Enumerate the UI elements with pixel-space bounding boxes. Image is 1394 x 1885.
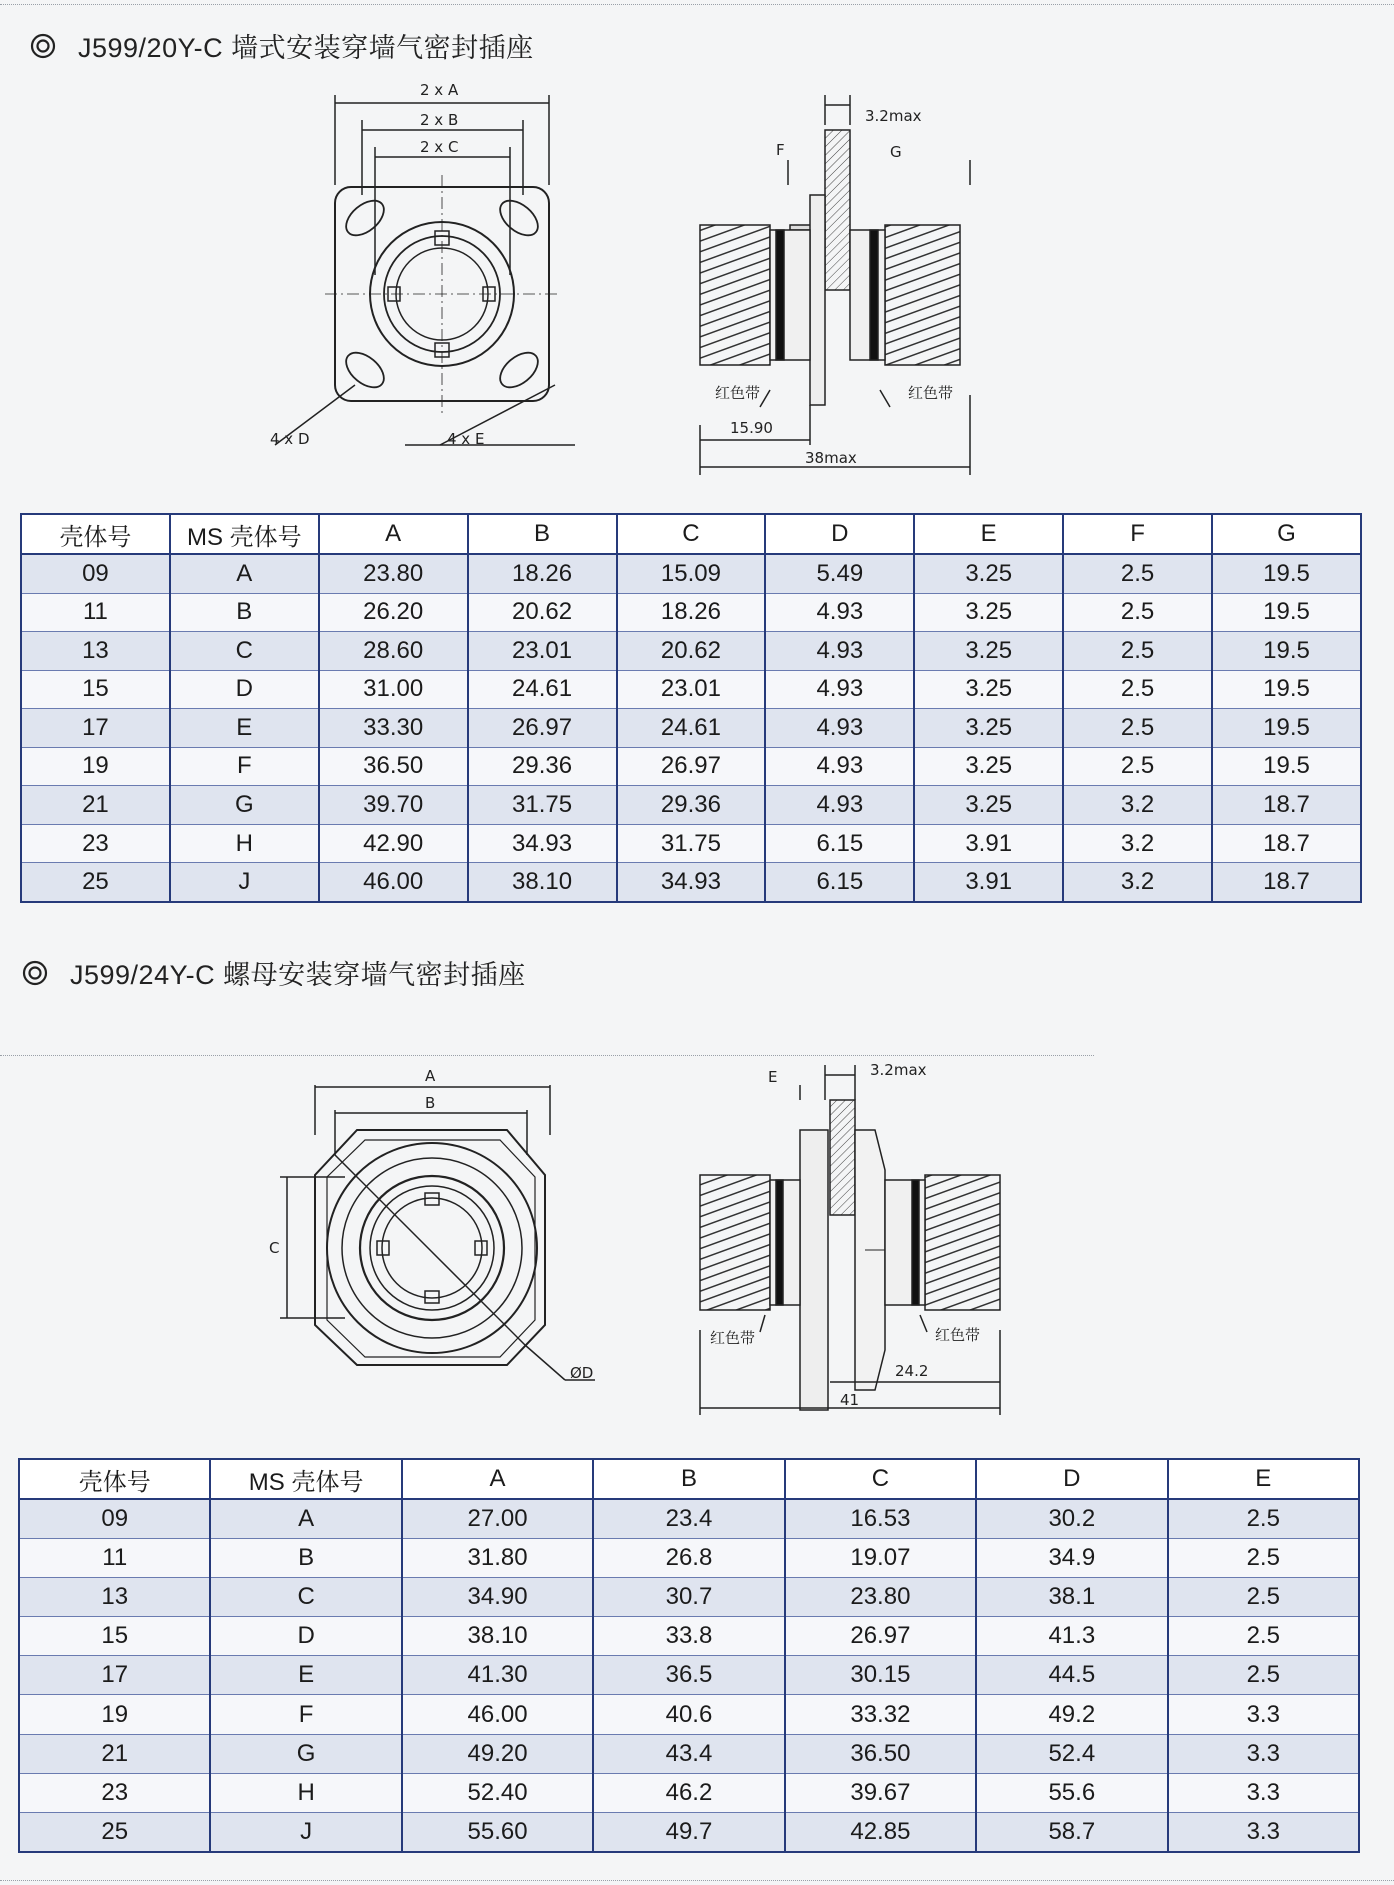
table-cell: 52.4 [976,1734,1167,1773]
table-cell: 28.60 [319,632,468,671]
table-cell: 17 [21,709,170,748]
table-cell: 11 [19,1539,210,1578]
table-cell: 4.93 [765,670,914,709]
table-cell: 30.7 [593,1578,784,1617]
dim-15.90: 15.90 [730,419,773,437]
table-cell: 23.80 [319,554,468,593]
table-cell: 2.5 [1168,1656,1359,1695]
dim-OD: ØD [570,1364,594,1382]
red-band-right-label: 红色带 [935,1326,981,1344]
table-cell: 18.7 [1212,786,1361,825]
table-cell: 2.5 [1063,632,1212,671]
section1-front-view-drawing [255,75,585,465]
table-cell: 19.5 [1212,670,1361,709]
table-cell: 34.90 [402,1578,593,1617]
double-circle-bullet-icon [30,33,56,59]
table-cell: 4.93 [765,632,914,671]
table-cell: 13 [19,1578,210,1617]
table-cell: 29.36 [468,747,617,786]
red-band-right-label: 红色带 [908,384,954,402]
table-cell: A [170,554,319,593]
table-cell: J [170,863,319,902]
table-cell: 36.5 [593,1656,784,1695]
column-header: D [765,514,914,554]
table-cell: 18.7 [1212,824,1361,863]
table-cell: 42.85 [785,1812,976,1852]
section1-title: J599/20Y-C 墙式安装穿墙气密封插座 [78,33,534,63]
table-cell: 23 [19,1773,210,1812]
table-cell: 4.93 [765,593,914,632]
table-cell: 2.5 [1063,554,1212,593]
table-cell: 2.5 [1063,670,1212,709]
table-cell: 3.3 [1168,1734,1359,1773]
column-header: E [1168,1459,1359,1499]
table-cell: 26.20 [319,593,468,632]
table-cell: 25 [21,863,170,902]
table-cell: 3.3 [1168,1695,1359,1734]
column-header: B [593,1459,784,1499]
table-cell: 31.80 [402,1539,593,1578]
table-row [21,593,1361,632]
dim-B: B [425,1094,436,1112]
dim-2xB: 2 x B [420,111,459,129]
table-row [19,1656,1359,1695]
dim-24.2: 24.2 [895,1362,929,1380]
table-cell: 26.97 [617,747,766,786]
table-cell: 26.97 [468,709,617,748]
table-cell: H [210,1773,401,1812]
table-row [21,824,1361,863]
table-cell: 19 [21,747,170,786]
table-cell: 23.4 [593,1499,784,1539]
dim-F: F [776,141,785,159]
table-cell: 18.7 [1212,863,1361,902]
column-header: 壳体号 [19,1459,210,1499]
table-cell: 13 [21,632,170,671]
table-cell: 27.00 [402,1499,593,1539]
table-row [21,554,1361,593]
table-header-row [21,514,1361,554]
table-cell: 3.2 [1063,863,1212,902]
section2-side-view-drawing [690,1060,1010,1430]
table-cell: 41.3 [976,1617,1167,1656]
table-row [19,1539,1359,1578]
table-cell: 11 [21,593,170,632]
table-cell: 21 [19,1734,210,1773]
table-cell: 18.26 [468,554,617,593]
table-row [19,1812,1359,1852]
table-cell: F [170,747,319,786]
section2-title: J599/24Y-C 螺母安装穿墙气密封插座 [70,960,526,990]
table-row [19,1734,1359,1773]
table-cell: 3.2 [1063,824,1212,863]
table-cell: G [210,1734,401,1773]
column-header: D [976,1459,1167,1499]
table-cell: 42.90 [319,824,468,863]
column-header: MS 壳体号 [210,1459,401,1499]
table-cell: F [210,1695,401,1734]
table-cell: 26.97 [785,1617,976,1656]
section2-front-view-drawing [265,1065,605,1395]
table-cell: 58.7 [976,1812,1167,1852]
dim-3.2max: 3.2max [870,1061,927,1079]
table-cell: G [170,786,319,825]
table-cell: 3.25 [914,747,1063,786]
dim-G: G [890,143,902,161]
table-cell: 40.6 [593,1695,784,1734]
table-cell: 15 [19,1617,210,1656]
column-header: B [468,514,617,554]
table-cell: 20.62 [468,593,617,632]
table-cell: 33.32 [785,1695,976,1734]
table-cell: 6.15 [765,824,914,863]
dim-4xE: 4 x E [447,430,485,448]
table-cell: 2.5 [1168,1539,1359,1578]
table-cell: E [170,709,319,748]
section1-side-view-drawing [690,95,980,485]
top-dotted-rule [0,4,1394,5]
table-row [19,1773,1359,1812]
table-cell: 3.25 [914,593,1063,632]
table-cell: 09 [19,1499,210,1539]
table-cell: 31.75 [617,824,766,863]
table-cell: 26.8 [593,1539,784,1578]
table-cell: 2.5 [1063,747,1212,786]
table-cell: 55.6 [976,1773,1167,1812]
table-cell: C [210,1578,401,1617]
table-cell: 3.3 [1168,1773,1359,1812]
column-header: G [1212,514,1361,554]
table-cell: 49.7 [593,1812,784,1852]
section2-title-row [22,953,526,992]
table-cell: 19.5 [1212,747,1361,786]
table-cell: 4.93 [765,786,914,825]
table-cell: 18.26 [617,593,766,632]
table-cell: 31.75 [468,786,617,825]
column-header: C [785,1459,976,1499]
table-cell: 2.5 [1168,1499,1359,1539]
table-cell: 19.5 [1212,593,1361,632]
bottom-dotted-rule [0,1880,1394,1881]
table-cell: 38.1 [976,1578,1167,1617]
table-row [19,1617,1359,1656]
table-cell: 46.2 [593,1773,784,1812]
red-band-left-label: 红色带 [710,1329,756,1347]
table-row [21,632,1361,671]
table-cell: 3.3 [1168,1812,1359,1852]
table-cell: 43.4 [593,1734,784,1773]
column-header: MS 壳体号 [170,514,319,554]
table-cell: 2.5 [1063,593,1212,632]
table-cell: D [170,670,319,709]
table-cell: 38.10 [468,863,617,902]
column-header: 壳体号 [21,514,170,554]
table-cell: E [210,1656,401,1695]
table-cell: 3.2 [1063,786,1212,825]
table-cell: 2.5 [1168,1578,1359,1617]
table-cell: B [210,1539,401,1578]
table-row [19,1695,1359,1734]
table-cell: 23.01 [617,670,766,709]
dim-C: C [269,1239,280,1257]
table-cell: 2.5 [1063,709,1212,748]
table-cell: 3.91 [914,824,1063,863]
mid-dotted-rule [0,1055,1094,1056]
table-cell: 49.2 [976,1695,1167,1734]
table-cell: D [210,1617,401,1656]
column-header: A [402,1459,593,1499]
section1-title-row [30,26,534,65]
table-row [21,709,1361,748]
column-header: A [319,514,468,554]
table-cell: 30.15 [785,1656,976,1695]
table-row [21,786,1361,825]
table-cell: A [210,1499,401,1539]
table-cell: 55.60 [402,1812,593,1852]
table-cell: 39.67 [785,1773,976,1812]
table-cell: 3.91 [914,863,1063,902]
table-cell: B [170,593,319,632]
table-cell: J [210,1812,401,1852]
table-cell: 19.5 [1212,632,1361,671]
table-cell: 33.8 [593,1617,784,1656]
column-header: E [914,514,1063,554]
column-header: F [1063,514,1212,554]
table-cell: 3.25 [914,670,1063,709]
table-cell: 3.25 [914,554,1063,593]
table-cell: 4.93 [765,709,914,748]
table-cell: 39.70 [319,786,468,825]
table-cell: 16.53 [785,1499,976,1539]
table-row [19,1499,1359,1539]
dim-2xA: 2 x A [420,81,459,99]
table-cell: 52.40 [402,1773,593,1812]
table-cell: 23.80 [785,1578,976,1617]
table-cell: 3.25 [914,709,1063,748]
dim-A: A [425,1067,436,1085]
dim-4xD: 4 x D [270,430,310,448]
table-cell: 20.62 [617,632,766,671]
table-cell: 38.10 [402,1617,593,1656]
table-row [21,670,1361,709]
table-cell: 33.30 [319,709,468,748]
table-cell: 46.00 [319,863,468,902]
column-header: C [617,514,766,554]
table-cell: 24.61 [617,709,766,748]
table-cell: 15.09 [617,554,766,593]
red-band-left-label: 红色带 [715,384,761,402]
table-row [21,747,1361,786]
table-cell: 23 [21,824,170,863]
table-cell: 5.49 [765,554,914,593]
table-cell: 17 [19,1656,210,1695]
table-cell: 30.2 [976,1499,1167,1539]
table-cell: 34.93 [468,824,617,863]
dim-41: 41 [840,1391,860,1409]
table-header-row [19,1459,1359,1499]
table-cell: C [170,632,319,671]
dim-38max: 38max [805,449,857,467]
table-cell: 09 [21,554,170,593]
table-cell: 25 [19,1812,210,1852]
table-cell: 3.25 [914,786,1063,825]
dim-E: E [768,1068,778,1086]
table-cell: 44.5 [976,1656,1167,1695]
table-cell: 49.20 [402,1734,593,1773]
table-cell: 31.00 [319,670,468,709]
table-cell: 24.61 [468,670,617,709]
table-cell: 19.5 [1212,554,1361,593]
table-cell: 36.50 [785,1734,976,1773]
table-cell: H [170,824,319,863]
table-row [19,1578,1359,1617]
dim-3.2max: 3.2max [865,107,922,125]
table-cell: 23.01 [468,632,617,671]
table-cell: 4.93 [765,747,914,786]
table-cell: 3.25 [914,632,1063,671]
double-circle-bullet-icon [22,960,48,986]
table-cell: 36.50 [319,747,468,786]
table-cell: 15 [21,670,170,709]
dim-2xC: 2 x C [420,138,459,156]
table-cell: 34.9 [976,1539,1167,1578]
table-row [21,863,1361,902]
table-cell: 6.15 [765,863,914,902]
table-cell: 2.5 [1168,1617,1359,1656]
section1-dimension-table [20,513,1362,903]
table-cell: 19 [19,1695,210,1734]
table-cell: 19.07 [785,1539,976,1578]
section2-dimension-table [18,1458,1360,1853]
table-cell: 41.30 [402,1656,593,1695]
table-cell: 46.00 [402,1695,593,1734]
table-cell: 19.5 [1212,709,1361,748]
table-cell: 34.93 [617,863,766,902]
table-cell: 21 [21,786,170,825]
table-cell: 29.36 [617,786,766,825]
